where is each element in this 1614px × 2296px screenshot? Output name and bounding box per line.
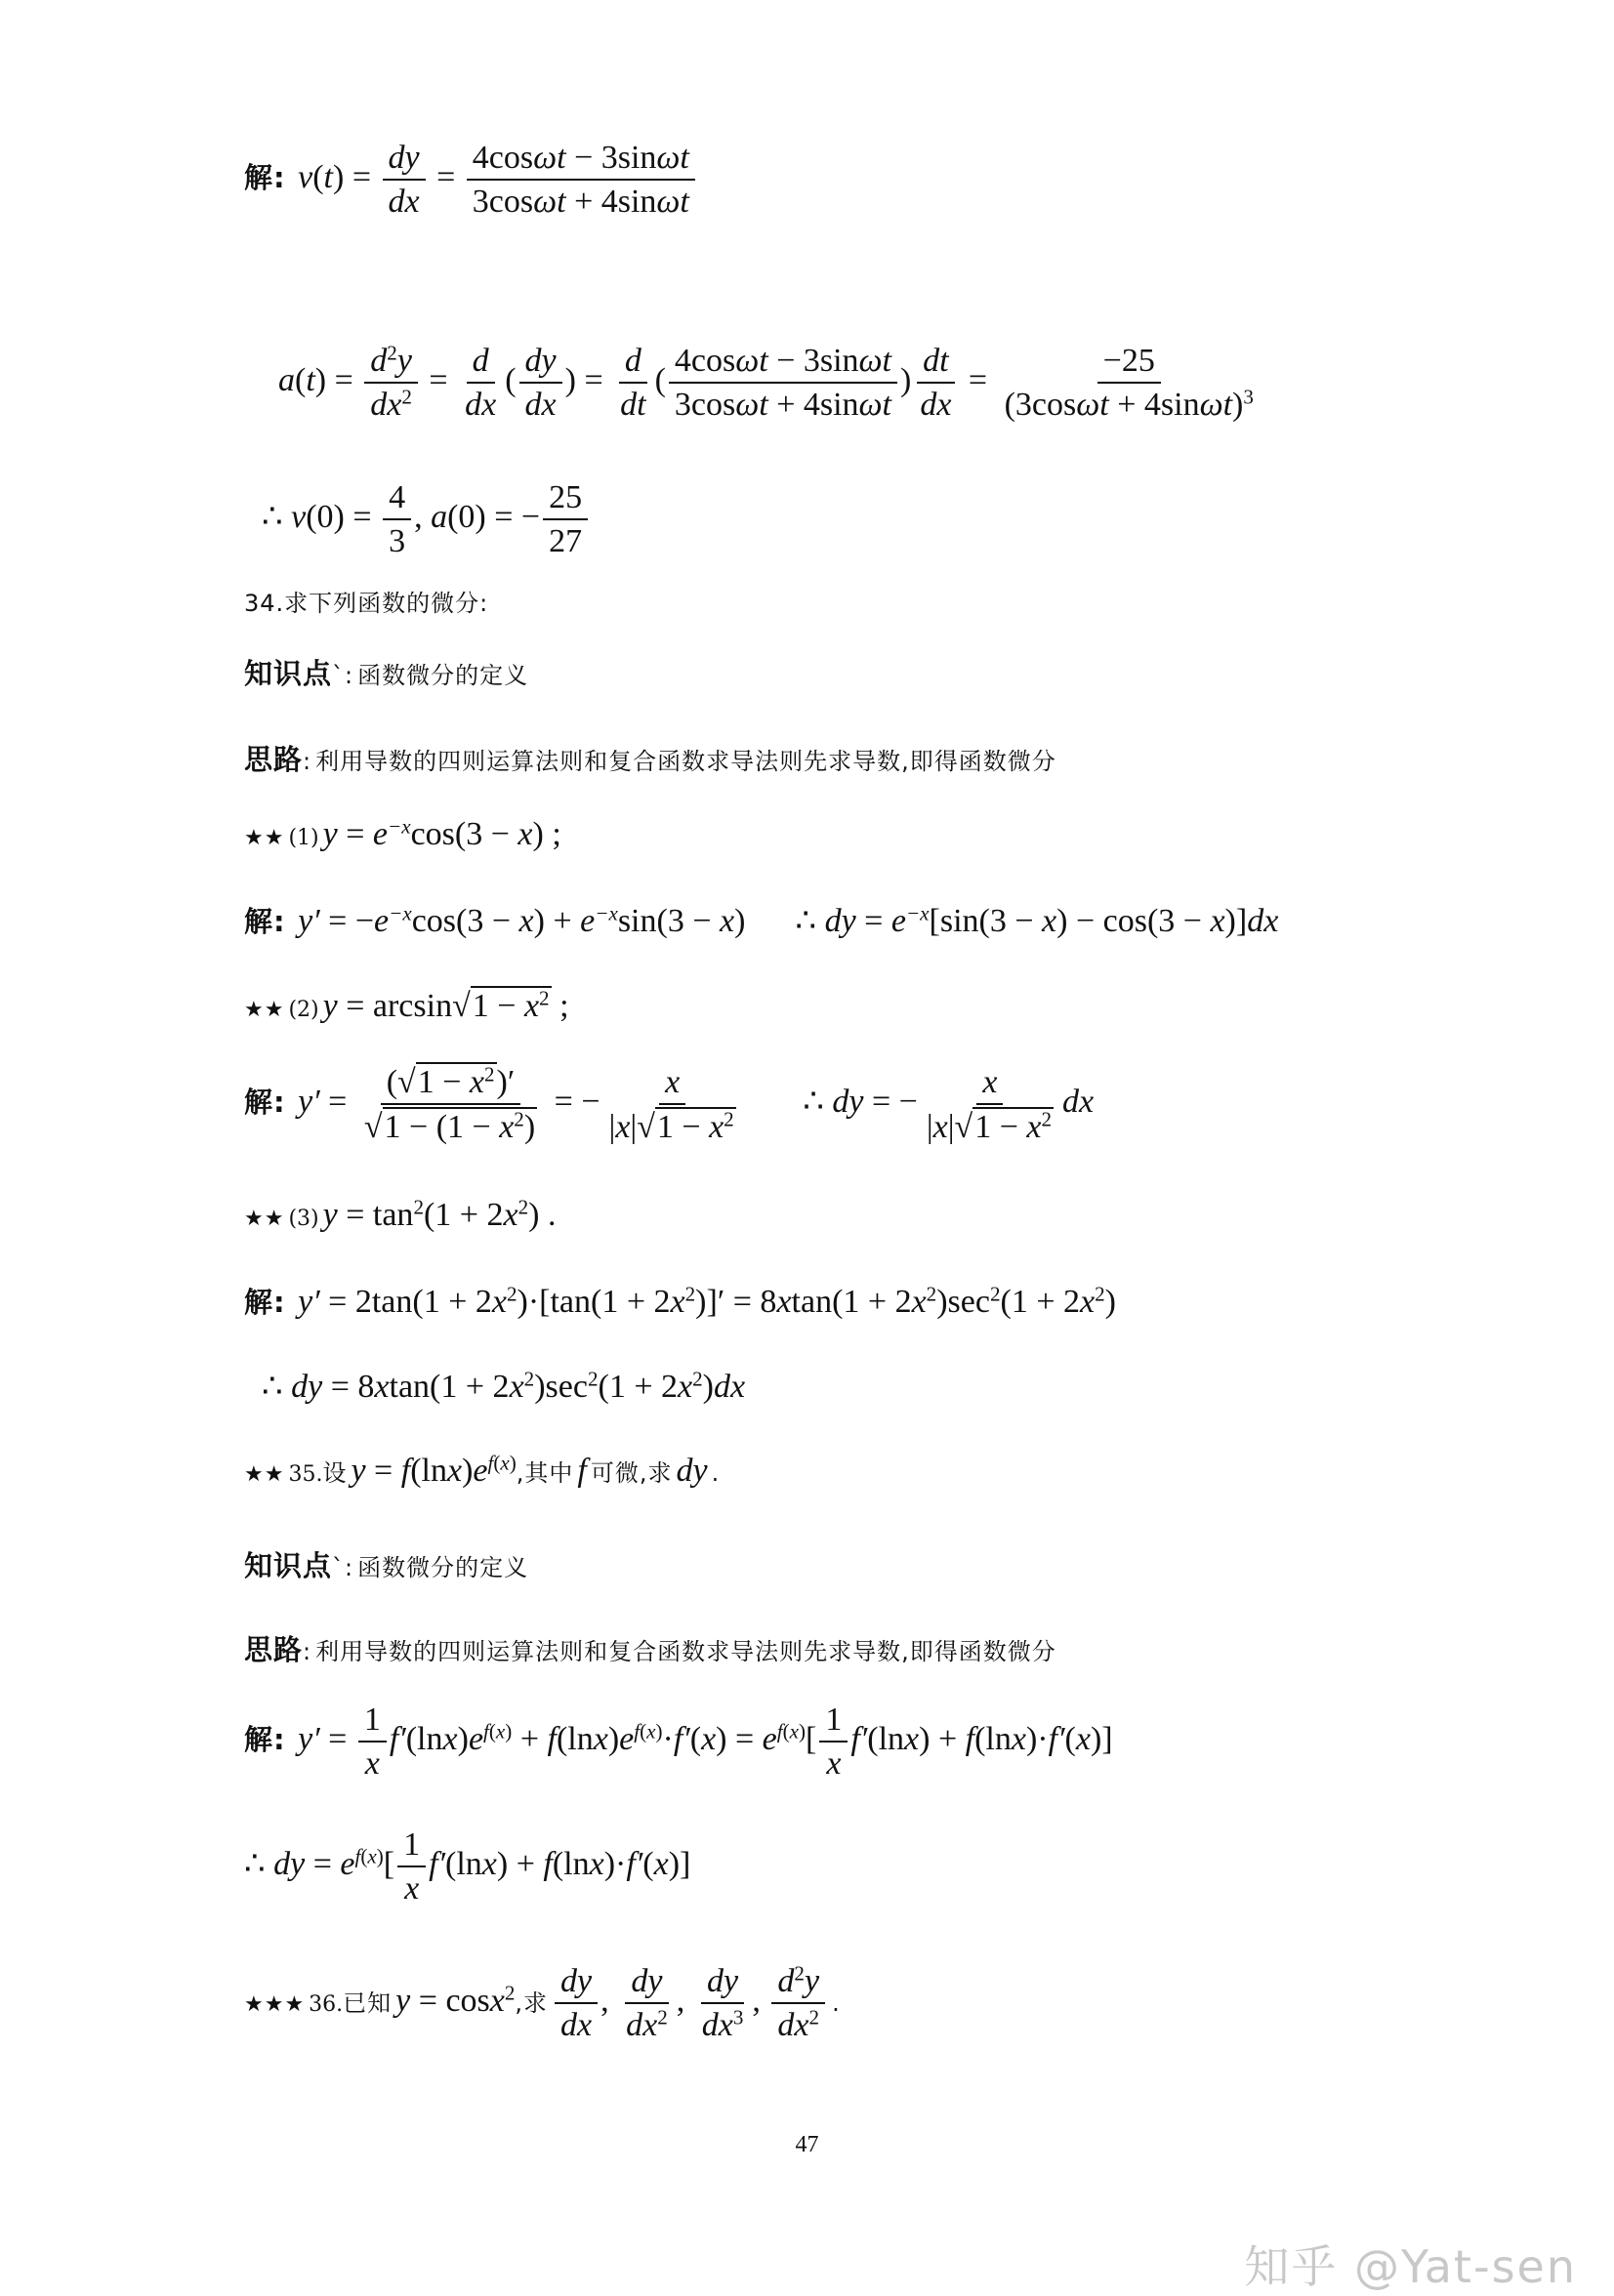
formula-35-dy: ∴ dy = $e^{f(x)}$[ $\frac{1}{x}$ f′(lnx) + f(lnx)·f′(x)] bbox=[244, 1826, 691, 1907]
problem-34-knowledge-line: 知识点`: 函数微分的定义 bbox=[244, 657, 529, 690]
difficulty-stars: ★★ bbox=[244, 998, 285, 1022]
formula-34-2-solution: y′ = $\frac{(√1 - x^2)'}{√1 - (1 - x^2)}$ = − $\frac{x}{|x|√1 - x^2}$ ∴ dy = − $\frac{x}{|x|√1 - x^2}$ dx bbox=[289, 1062, 1095, 1146]
difficulty-stars: ★★★ bbox=[244, 1991, 306, 2017]
problem-36-line: ★★★ 36.已知 y = cosx$^2$,求 $\frac{dy}{dx}$ , $\frac{dy}{dx^2}$ , $\frac{dy}{dx^3}$ , $\frac{d^2y}{dx^2}$ . bbox=[244, 1961, 841, 2044]
solution-label: 解 bbox=[244, 905, 274, 938]
knowledge-label: 知识点 bbox=[244, 657, 333, 690]
sub-number: (3) bbox=[288, 1207, 319, 1231]
solution-35-line: 解: y′ = $\frac{1}{x}$ $f'(\ln x)e^{f(x)} + f(\ln x)e^{f(x)}\cdot f'(x) = e^{f(x)}$[ $\frac{1}{x}$ f′(lnx) + f(lnx)·f′(x)] bbox=[244, 1702, 1113, 1783]
difficulty-stars: ★★ bbox=[244, 826, 285, 850]
knowledge-text: 函数微分的定义 bbox=[357, 662, 529, 689]
formula-36: y = cosx$^2$ bbox=[395, 1981, 516, 2019]
sub-number: (2) bbox=[288, 998, 319, 1022]
solution-34-3-line: 解: $y' = 2\tan(1 + 2x^2)\cdot[\tan(1 + 2x^2)]' = 8xtan(1 + 2x^2)\sec^2(1 + 2x^2)$ bbox=[244, 1282, 1116, 1320]
problem-35-line: ★★ 35.设 $y = f(\ln x)e^{f(x)}$,其中 f 可微,求 dy . bbox=[244, 1451, 721, 1489]
watermark: 知乎 @Yat-sen bbox=[1244, 2240, 1577, 2293]
problem-number: 35. bbox=[288, 1462, 323, 1487]
idea-label: 思路 bbox=[244, 1633, 304, 1666]
solution-34-1-line: 解: $y' = -e^{-x}\cos(3 - x) + e^{-x}\sin(3 - x)$ ∴ dy = $e^{-x}[\sin(3 - x) - \cos(3 - x)]dx$ bbox=[244, 901, 1279, 939]
problem-number: 36. bbox=[309, 1991, 344, 2017]
solution-vt-line: 解: v(t) = $\frac{dy}{dx}$ = $\frac{4\cos\omega t - 3\sin\omega t}{3\cos\omega t + 4\sin\omega t}$ bbox=[244, 139, 698, 221]
sub-number: (1) bbox=[288, 826, 319, 850]
formula-34-2: $y = \arcsin√1 - x^2$ ; bbox=[322, 986, 569, 1024]
solution-label: 解 bbox=[244, 1085, 274, 1119]
difficulty-stars: ★★ bbox=[244, 1207, 285, 1231]
formula-35-dy-line bbox=[244, 1825, 690, 1907]
formula-35-solution: y′ = $\frac{1}{x}$ $f'(\ln x)e^{f(x)} + f(\ln x)e^{f(x)}\cdot f'(x) = e^{f(x)}$[ $\frac{1}{x}$ f′(lnx) + f(lnx)·f′(x)] bbox=[289, 1702, 1113, 1783]
solution-label: 解 bbox=[244, 160, 274, 194]
difficulty-stars: ★★ bbox=[244, 1462, 285, 1487]
knowledge-label: 知识点 bbox=[244, 1549, 333, 1582]
problem-34-3-line bbox=[244, 1197, 556, 1234]
formula-35: $y = f(\ln x)e^{f(x)}$ bbox=[351, 1451, 517, 1489]
page-number: 47 bbox=[795, 2132, 819, 2157]
idea-label: 思路 bbox=[244, 743, 304, 776]
problem-35-idea-line: 思路: 利用导数的四则运算法则和复合函数求导法则先求导数,即得函数微分 bbox=[244, 1633, 1056, 1666]
formula-acceleration-line bbox=[278, 342, 1262, 424]
formula-34-3: $y = \tan^2(1 + 2x^2)$ . bbox=[322, 1195, 557, 1233]
formula-34-3-dy: ∴ dy = $8xtan(1 + 2x^2)\sec^2(1 + 2x^2)dx$ bbox=[262, 1367, 746, 1405]
formula-34-3-solution: $y' = 2\tan(1 + 2x^2)\cdot[\tan(1 + 2x^2)]' = 8xtan(1 + 2x^2)\sec^2(1 + 2x^2)$ bbox=[289, 1282, 1116, 1320]
formula-acceleration: a(t) = $\frac{d^2y}{dx^2}$ = $\frac{d}{dx}$ ( $\frac{dy}{dx}$ ) = $\frac{d}{dt}$ ( $\frac{4\cos\omega t - 3\sin\omega t}{3\cos\omega t + 4\sin\omega t}$ ) $\frac{dt}{dx}$ = $\frac{-25}{(3\cos\omega t + 4\sin\omega t)^3}$ bbox=[278, 341, 1254, 424]
problem-35-knowledge-line: 知识点`: 函数微分的定义 bbox=[244, 1549, 529, 1582]
problem-34-1-line bbox=[244, 816, 561, 853]
problem-34-2-line bbox=[244, 986, 569, 1025]
formula-velocity: v(t) = $\frac{dy}{dx}$ = $\frac{4\cos\omega t - 3\sin\omega t}{3\cos\omega t + 4\sin\omega t}$ bbox=[290, 159, 698, 195]
formula-34-1-solution: $y' = -e^{-x}\cos(3 - x) + e^{-x}\sin(3 - x)$ ∴ dy = $e^{-x}[\sin(3 - x) - \cos(3 - x)]dx$ bbox=[289, 901, 1279, 939]
formula-34-1: $y = e^{-x}\cos(3 - x)$ ; bbox=[322, 814, 561, 852]
knowledge-text: 函数微分的定义 bbox=[357, 1554, 529, 1581]
solution-34-2-line: 解: y′ = $\frac{(√1 - x^2)'}{√1 - (1 - x^2)}$ = − $\frac{x}{|x|√1 - x^2}$ ∴ dy = − $\frac{x}{|x|√1 - x^2}$ dx bbox=[244, 1062, 1095, 1146]
idea-text: 利用导数的四则运算法则和复合函数求导法则先求导数,即得函数微分 bbox=[315, 1638, 1056, 1665]
problem-34-idea-line: 思路: 利用导数的四则运算法则和复合函数求导法则先求导数,即得函数微分 bbox=[244, 743, 1056, 776]
formula-36-targets: $\frac{dy}{dx}$ , $\frac{dy}{dx^2}$ , $\frac{dy}{dx^3}$ , $\frac{d^2y}{dx^2}$ bbox=[552, 1983, 828, 2019]
formula-34-3-dy-line bbox=[262, 1367, 745, 1406]
solution-label: 解 bbox=[244, 1722, 274, 1756]
formula-initial-values-line bbox=[262, 478, 591, 560]
solution-label: 解 bbox=[244, 1286, 274, 1319]
idea-text: 利用导数的四则运算法则和复合函数求导法则先求导数,即得函数微分 bbox=[315, 748, 1056, 775]
formula-initial-values: ∴ v(0) = $\frac{4}{3}$ , a(0) = − $\frac{25}{27}$ bbox=[262, 499, 591, 535]
problem-34-stem: 34.求下列函数的微分: bbox=[244, 590, 489, 617]
